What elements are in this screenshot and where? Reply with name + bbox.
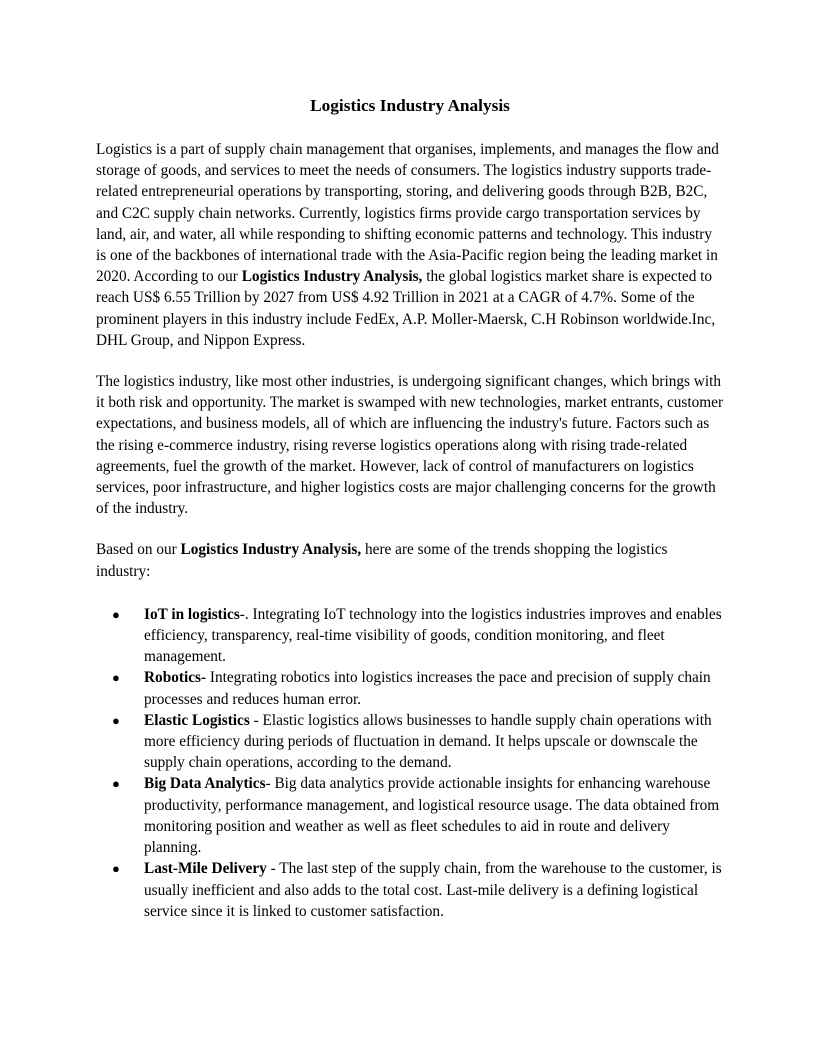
bullet-icon: ● [112, 712, 120, 728]
document-title: Logistics Industry Analysis [310, 96, 510, 115]
trends-intro-text-start: Based on our [96, 541, 181, 559]
list-item [96, 710, 724, 774]
bullet-icon: ● [112, 670, 120, 686]
intro-bold-reference: Logistics Industry Analysis, [241, 268, 423, 286]
list-item-text: Integrating robotics into logistics increases the pace and precision of supply chain processes and reduces human error. [144, 669, 711, 708]
industry-changes-paragraph: The logistics industry, like most other industries, is undergoing significant changes, which brings with it both risk and opportunity. The market is swamped with new technologies, market entrants, customer expectations, and business models, all of which are influencing the industry's future. Factors such as the rising e-commerce industry, rising reverse logistics operations along with rising trade-related agreements, fuel the growth of the market. However, lack of control of manufacturers on logistics services, poor infrastructure, and higher logistics costs are major challenging concerns for the growth of the industry. [96, 373, 724, 518]
trends-intro-text-end: here are some of the trends shopping the logistics industry: [96, 541, 668, 580]
list-item-text: - Elastic logistics allows businesses to handle supply chain operations with more efficiency during periods of fluctuation in demand. It helps upscale or downscale the supply chain operations, according to the demand. [144, 711, 712, 772]
document-page [96, 90, 724, 922]
bullet-icon: ● [112, 606, 120, 622]
list-item-term: IoT in logistics [144, 605, 240, 623]
list-item [96, 773, 724, 858]
list-item [96, 858, 724, 922]
list-item [96, 604, 724, 668]
intro-text-start: Logistics is a part of supply chain management that organises, implements, and manages the flow and storage of goods, and services to meet the needs of consumers. The logistics industry supports trade-related entrepreneurial operations by transporting, storing, and delivering goods through B2B, B2C, and C2C supply chain networks. Currently, logistics firms provide cargo transportation services by land, air, and water, all while responding to shifting economic patterns and technology. This industry is one of the backbones of international trade with the Asia-Pacific region being the leading market in 2020. According to our [96, 141, 719, 286]
list-item [96, 667, 724, 709]
list-item-text: - Big data analytics provide actionable insights for enhancing warehouse productivity, performance management, and logistical resource usage. The data obtained from monitoring position and weather as well as fleet schedules to aid in route and delivery planning. [144, 775, 720, 857]
list-item-text: - The last step of the supply chain, from the warehouse to the customer, is usually inefficient and also adds to the total cost. Last-mile delivery is a defining logistical service since it is linked to customer satisfaction. [144, 860, 722, 920]
trends-list [96, 604, 724, 922]
list-item-term: Elastic Logistics [144, 711, 250, 729]
bullet-icon: ● [112, 861, 120, 877]
intro-text-end: the global logistics market share is expected to reach US$ 6.55 Trillion by 2027 from US$ 4.92 Trillion in 2021 at a CAGR of 4.7%. Some of the prominent players in this industry include FedEx, A.P. Moller-Maersk, C.H Robinson worldwide.Inc, DHL Group, and Nippon Express. [96, 268, 716, 349]
bullet-icon: ● [112, 776, 120, 792]
list-item-term: Robotics- [144, 669, 207, 687]
list-item-term: Last-Mile Delivery [144, 860, 267, 878]
list-item-term: Big Data Analytics [144, 775, 266, 793]
list-item-text: -. Integrating IoT technology into the logistics industries improves and enables efficiency, transparency, real-time visibility of goods, condition monitoring, and fleet management. [144, 605, 722, 666]
intro-paragraph [96, 139, 724, 351]
trends-intro-bold-reference: Logistics Industry Analysis, [180, 541, 362, 559]
trends-intro-paragraph [96, 539, 724, 581]
